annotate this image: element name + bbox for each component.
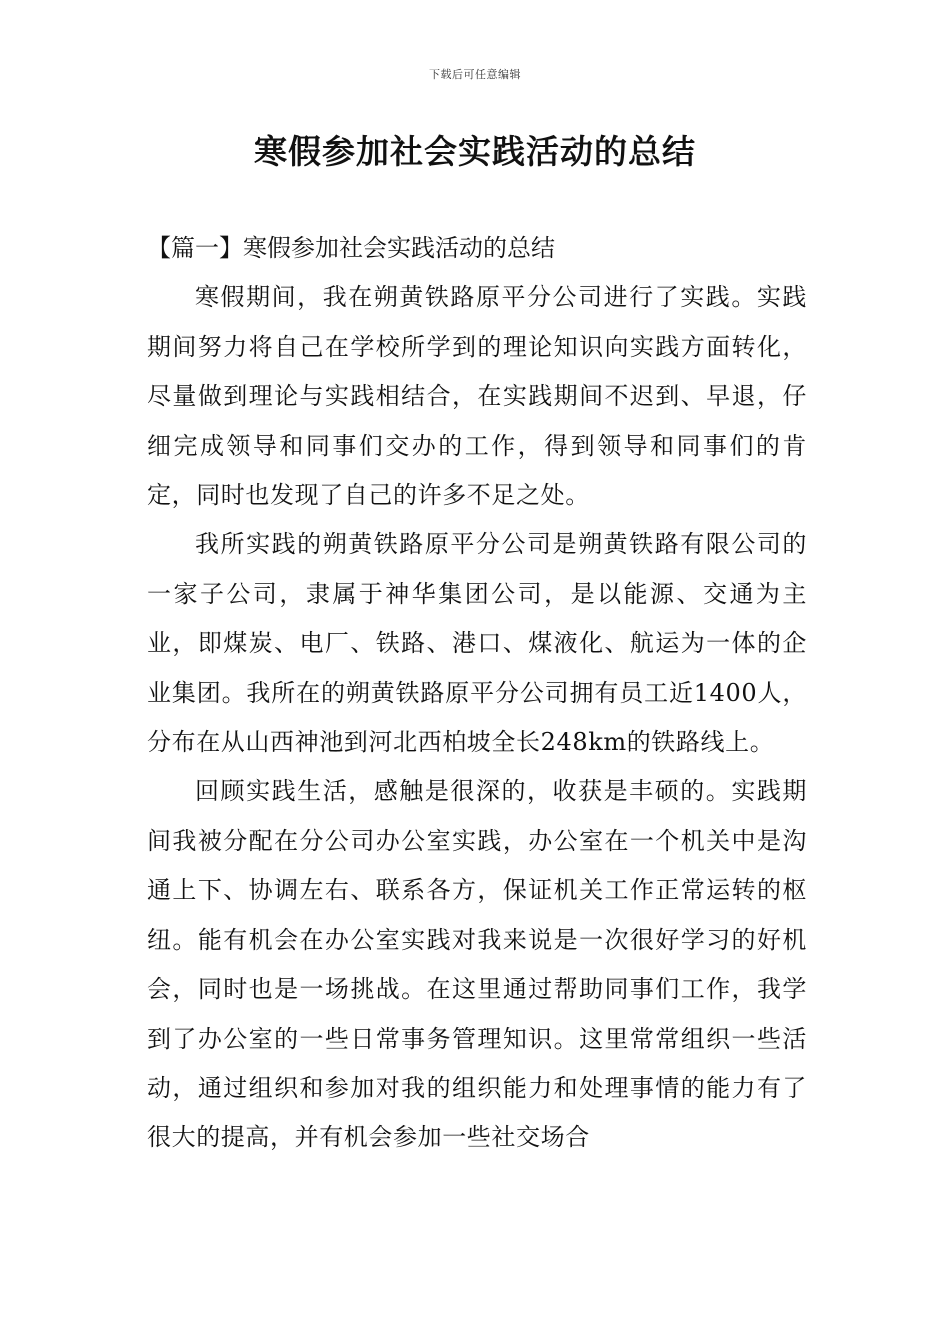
header-note: 下载后可任意编辑	[429, 68, 521, 81]
section-heading: 【篇一】寒假参加社会实践活动的总结	[147, 234, 555, 262]
paragraph-1: 寒假期间，我在朔黄铁路原平分公司进行了实践。实践期间努力将自己在学校所学到的理论知识向实践方面转化，尽量做到理论与实践相结合，在实践期间不迟到、早退，仔细完成领导和同事们交办的工作，得到领导和同事们的肯定，同时也发现了自己的许多不足之处。	[147, 283, 807, 510]
paragraph-3: 回顾实践生活，感触是很深的，收获是丰硕的。实践期间我被分配在分公司办公室实践，办公室在一个机关中是沟通上下、协调左右、联系各方，保证机关工作正常运转的枢纽。能有机会在办公室实践对我来说是一次很好学习的好机会，同时也是一场挑战。在这里通过帮助同事们工作，我学到了办公室的一些日常事务管理知识。这里常常组织一些活动，通过组织和参加对我的组织能力和处理事情的能力有了很大的提高，并有机会参加一些社交场合	[147, 777, 807, 1152]
document-body	[147, 224, 807, 1163]
paragraph-2: 我所实践的朔黄铁路原平分公司是朔黄铁路有限公司的一家子公司，隶属于神华集团公司，是以能源、交通为主业，即煤炭、电厂、铁路、港口、煤液化、航运为一体的企业集团。我所在的朔黄铁路原平分公司拥有员工近1400人，分布在从山西神池到河北西柏坡全长248km的铁路线上。	[147, 530, 807, 757]
document-title: 寒假参加社会实践活动的总结	[254, 132, 696, 171]
